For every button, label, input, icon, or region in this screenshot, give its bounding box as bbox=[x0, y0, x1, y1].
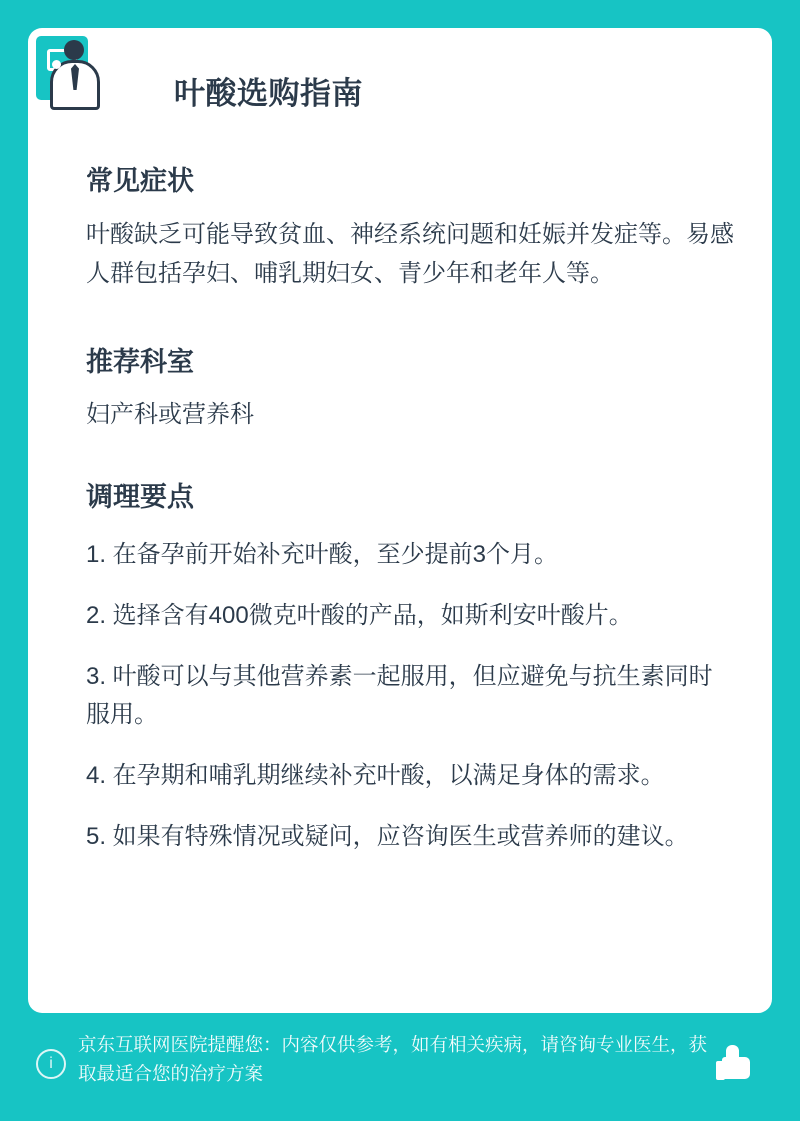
list-item: 3. 叶酸可以与其他营养素一起服用，但应避免与抗生素同时服用。 bbox=[86, 662, 713, 729]
doctor-head-icon bbox=[64, 40, 84, 60]
thumbs-up-icon[interactable] bbox=[714, 1043, 758, 1087]
list-item: 1. 在备孕前开始补充叶酸，至少提前3个月。 bbox=[86, 540, 559, 568]
footer-disclaimer-bar bbox=[28, 1017, 772, 1109]
info-icon: i bbox=[36, 1049, 66, 1079]
page-title: 叶酸选购指南 bbox=[174, 76, 363, 111]
section-heading-symptoms: 常见症状 bbox=[86, 166, 194, 196]
list-item: 5. 如果有特殊情况或疑问，应咨询医生或营养师的建议。 bbox=[86, 823, 689, 851]
section-body-symptoms: 叶酸缺乏可能导致贫血、神经系统问题和妊娠并发症等。易感人群包括孕妇、哺乳期妇女、青少年和老年人等。 bbox=[86, 221, 734, 287]
section-heading-department: 推荐科室 bbox=[86, 346, 194, 377]
guide-card bbox=[28, 28, 772, 1013]
list-item: 2. 选择含有400微克叶酸的产品，如斯利安叶酸片。 bbox=[86, 601, 633, 629]
tips-list bbox=[64, 536, 736, 857]
disclaimer-text: 京东互联网医院提醒您：内容仅供参考，如有相关疾病，请咨询专业医生，获取最适合您的治疗方案 bbox=[78, 1034, 708, 1084]
section-heading-tips: 调理要点 bbox=[86, 481, 194, 512]
section-body-department: 妇产科或营养科 bbox=[86, 400, 254, 428]
doctor-document-icon bbox=[36, 36, 102, 120]
list-item: 4. 在孕期和哺乳期继续补充叶酸，以满足身体的需求。 bbox=[86, 762, 665, 790]
